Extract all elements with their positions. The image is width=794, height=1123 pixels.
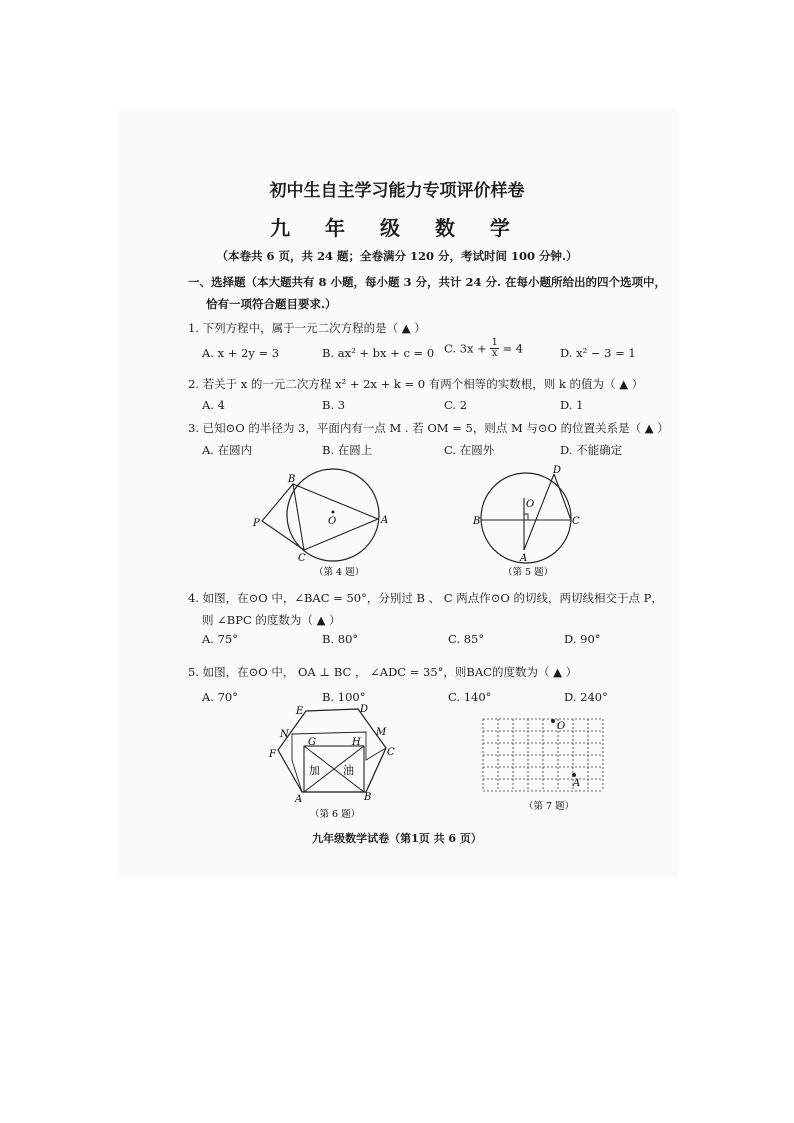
section-heading-cont: 恰有一项符合题目要求.） xyxy=(206,297,337,311)
fig4-label-p: P xyxy=(253,518,260,529)
q5-stem: 5. 如图，在⊙O 中， OA ⊥ BC ， ∠ADC = 35°，则BAC的度数为（ ▲ ） xyxy=(188,665,578,679)
fig6-label-b: B xyxy=(364,792,372,803)
fig5-label-d: D xyxy=(553,465,562,476)
figure-6 xyxy=(262,700,402,824)
q5-option-c: C. 140° xyxy=(448,690,492,704)
q1-option-d: D. x² − 3 = 1 xyxy=(560,346,636,360)
fig7-grid xyxy=(483,719,603,791)
q2-option-d: D. 1 xyxy=(560,398,584,412)
fig4-label-c: C xyxy=(298,553,306,564)
fig6-char-jia: 加 xyxy=(309,764,320,777)
fig4-label-o: O xyxy=(328,516,337,527)
fig6-hexagon xyxy=(278,709,386,792)
q4-stem-line1: 4. 如图，在⊙O 中，∠BAC = 50°，分别过 B 、 C 两点作⊙O 的切线，两切线相交于点 P， xyxy=(188,591,663,605)
fig5-caption: （第 5 题） xyxy=(503,567,554,578)
fig6-label-c: C xyxy=(387,747,395,758)
fig6-label-m: M xyxy=(376,727,387,738)
q1-option-c-post: = 4 xyxy=(502,341,524,356)
fig5-right-angle xyxy=(524,514,528,520)
fig6-label-e: E xyxy=(296,706,304,717)
exam-note: （本卷共 6 页，共 24 题；全卷满分 120 分，考试时间 100 分钟.） xyxy=(216,249,578,263)
fig5-circle xyxy=(481,473,571,563)
q3-option-d: D. 不能确定 xyxy=(560,443,623,457)
q1-stem: 1. 下列方程中，属于一元二次方程的是（ ▲ ） xyxy=(188,321,426,335)
q1-option-c xyxy=(444,338,523,359)
fig5-label-o: O xyxy=(526,499,535,510)
fig5-label-a: A xyxy=(520,553,528,564)
section-heading: 一、选择题（本大题共有 8 小题，每小题 3 分，共计 24 分. 在每小题所给出的四个选项中， xyxy=(188,275,667,289)
q1-option-a: A. x + 2y = 3 xyxy=(202,346,280,360)
q4-option-b: B. 80° xyxy=(322,632,359,646)
fig7-point-o xyxy=(551,719,555,723)
q5-option-a: A. 70° xyxy=(202,690,238,704)
figure-4 xyxy=(250,462,400,582)
fig6-caption: （第 6 题） xyxy=(310,809,361,820)
q1-option-b: B. ax² + bx + c = 0 xyxy=(322,346,435,360)
figure-7 xyxy=(476,712,616,816)
fig6-label-h: H xyxy=(352,737,361,748)
fig6-label-a: A xyxy=(295,794,303,805)
q4-option-a: A. 75° xyxy=(202,632,238,646)
figure-5 xyxy=(470,462,610,582)
q1-option-c-pre: C. 3x + xyxy=(444,341,487,356)
q1-option-c-fraction xyxy=(490,338,498,359)
q4-option-c: C. 85° xyxy=(448,632,485,646)
q2-option-c: C. 2 xyxy=(444,398,468,412)
exam-title: 初中生自主学习能力专项评价样卷 xyxy=(269,181,525,201)
fig4-caption: （第 4 题） xyxy=(314,567,365,578)
q1-c-numerator: 1 xyxy=(491,337,498,348)
q4-option-d: D. 90° xyxy=(564,632,601,646)
fig4-label-a: A xyxy=(381,515,389,526)
fig6-label-n: N xyxy=(280,729,289,740)
q2-option-b: B. 3 xyxy=(322,398,346,412)
q4-stem-line2: 则 ∠BPC 的度数为（ ▲ ） xyxy=(202,613,341,627)
fig7-point-a xyxy=(572,773,576,777)
fig7-label-a: A xyxy=(573,778,581,789)
q3-option-b: B. 在圆上 xyxy=(322,443,373,457)
q5-option-d: D. 240° xyxy=(564,690,608,704)
fig6-lines xyxy=(292,732,386,792)
fig6-label-d: D xyxy=(360,704,369,715)
fig4-tangents xyxy=(262,484,304,550)
q1-c-denominator: x xyxy=(491,348,498,359)
q2-option-a: A. 4 xyxy=(202,398,225,412)
fig6-char-you: 油 xyxy=(343,764,354,777)
q3-option-c: C. 在圆外 xyxy=(444,443,495,457)
page-footer: 九年级数学试卷（第1页 共 6 页） xyxy=(312,832,482,845)
q2-stem: 2. 若关于 x 的一元二次方程 x² + 2x + k = 0 有两个相等的实数根，则 k 的值为（ ▲ ） xyxy=(188,377,644,391)
fig7-label-o: O xyxy=(557,721,566,732)
fig5-label-b: B xyxy=(473,516,481,527)
q5-option-b: B. 100° xyxy=(322,690,366,704)
fig4-label-b: B xyxy=(288,474,296,485)
fig7-caption: （第 7 题） xyxy=(524,801,575,812)
exam-subject: 九 年 级 数 学 xyxy=(270,216,524,240)
fig6-label-f: F xyxy=(269,749,276,760)
fig5-line-dc xyxy=(554,474,571,520)
fig5-line-da xyxy=(524,474,554,550)
fig5-label-c: C xyxy=(572,516,580,527)
q3-stem: 3. 已知⊙O 的半径为 3，平面内有一点 M . 若 OM = 5，则点 M 与⊙O 的位置关系是（ ▲ ） xyxy=(188,421,669,435)
q3-option-a: A. 在圆内 xyxy=(202,443,253,457)
fig4-center-dot xyxy=(332,511,335,514)
fig6-label-g: G xyxy=(308,737,316,748)
